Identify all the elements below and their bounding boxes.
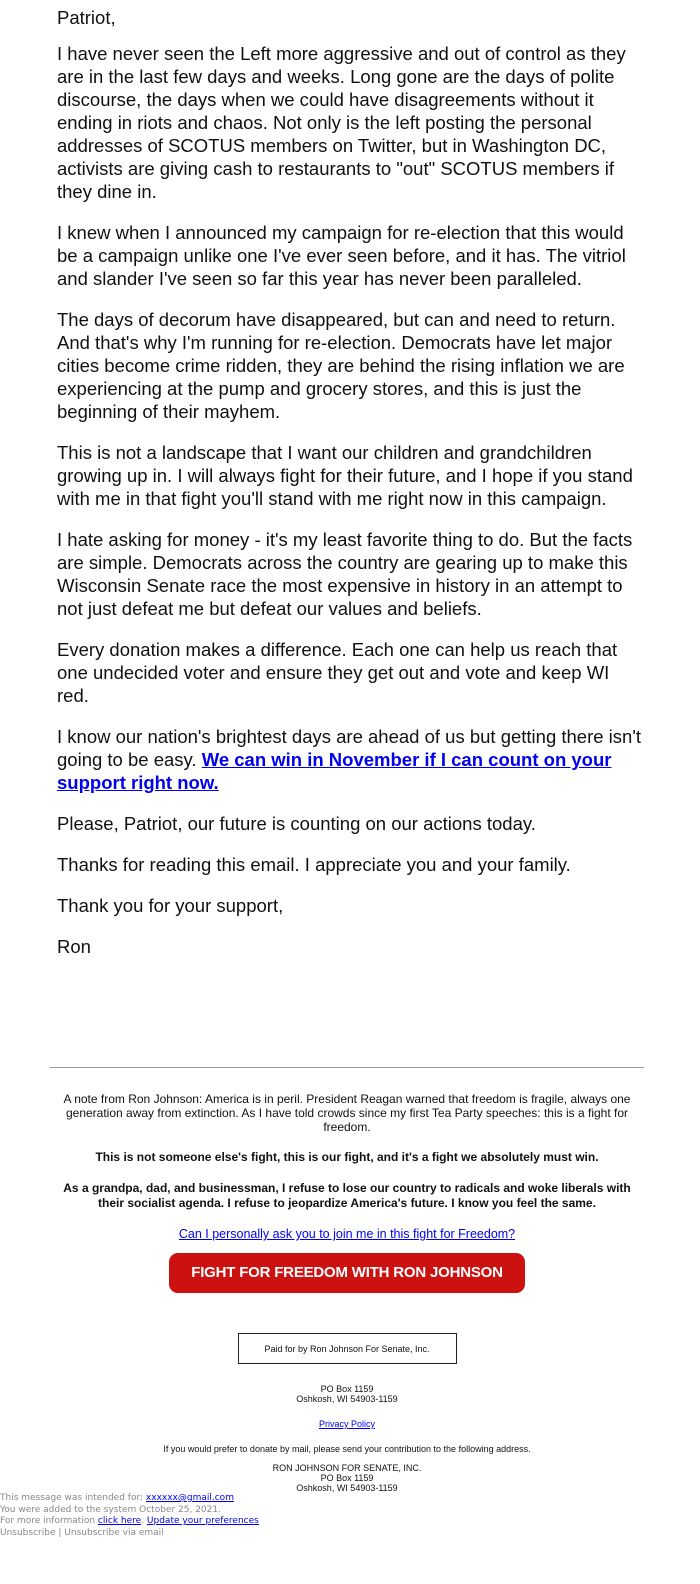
grandpa-statement: As a grandpa, dad, and businessman, I refuse to lose our country to radicals and woke liberals with their socialist agenda. I refuse to jeopardize America's future. I know you feel the same. [63,1181,631,1210]
unsubscribe-line [0,1528,700,1540]
mailing-address [50,1384,644,1404]
paragraph-8: Please, Patriot, our future is counting on our actions today. [57,813,536,834]
po-box: PO Box 1159 [320,1384,374,1394]
ask-line [50,1227,644,1241]
mail-donation-note: If you would prefer to donate by mail, please send your contribution to the following address. [163,1444,531,1454]
paragraph-5: I hate asking for money - it's my least favorite thing to do. But the facts are simple. Democrats across the country are gearing up to make this Wisconsin Senate race the most expensive in history in an attempt to not just defeat me but defeat our values and beliefs. [57,529,633,619]
unsubscribe-link[interactable]: Unsubscribe [0,1527,56,1538]
paragraph-6: Every donation makes a difference. Each one can help us reach that one undecided voter and ensure they get out and vote and keep WI red. [57,639,618,706]
city-line-2: Oshkosh, WI 54903-1159 [296,1483,398,1493]
recipient-email-link[interactable]: xxxxxx@gmail.com [145,1493,234,1503]
intended-line [0,1493,700,1505]
added-line: You were added to the system October 25, 2021. [0,1504,221,1515]
intended-label: This message was intended for: [0,1493,144,1503]
po-box-2: PO Box 1159 [320,1473,374,1483]
support-link[interactable]: We can win in November if I can count on your support right now. [57,749,612,793]
email-meta [0,1493,700,1539]
fight-for-freedom-button[interactable]: FIGHT FOR FREEDOM WITH RON JOHNSON >> [169,1253,525,1293]
donation-address [50,1463,644,1493]
paragraph-2: I knew when I announced my campaign for re-election that this would be a campaign unlike one I've ever seen before, and it has. The vitriol and slander I've seen so far this year has never been paralleled. [57,222,626,289]
org-name: RON JOHNSON FOR SENATE, INC. [272,1463,422,1473]
paragraph-7-text: I know our nation's brightest days are ahead of us but getting there isn't going to be easy. [57,726,642,770]
separator: | [58,1527,62,1538]
footer [50,1092,644,1493]
privacy-policy-link[interactable]: Privacy Policy [318,1419,375,1429]
paragraph-4: This is not a landscape that I want our children and grandchildren growing up in. I will always fight for their future, and I hope if you stand with me in that fight you'll stand with me right now in this campaign. [57,442,633,509]
ron-johnson-note: A note from Ron Johnson: America is in peril. President Reagan warned that freedom is fragile, always one generation away from extinction. As I have told crowds since my first Tea Party speeches: this is a fight for freedom. [63,1092,631,1134]
city-line: Oshkosh, WI 54903-1159 [296,1394,398,1404]
fight-statement: This is not someone else's fight, this is our fight, and it's a fight we absolutely must win. [95,1150,599,1164]
footer-divider [50,1067,644,1068]
update-preferences-link[interactable]: Update your preferences [146,1516,259,1526]
privacy-line [50,1419,644,1429]
info-line: For more information click here. Update your preferences [0,1516,259,1526]
info-label: For more information [0,1516,96,1526]
paragraph-3: The days of decorum have disappeared, but can and need to return. And that's why I'm running for re-election. Democrats have let major cities become crime ridden, they are behind the rising inflation we are experiencing at the pump and grocery stores, and this is just the beginning of their mayhem. [57,309,625,422]
signature: Ron [57,936,91,957]
join-fight-link[interactable]: Can I personally ask you to join me in this fight for Freedom? [178,1227,516,1241]
click-here-link[interactable]: click here [97,1516,142,1526]
paragraph-7 [57,725,642,794]
paid-for-box: Paid for by Ron Johnson For Senate, Inc. [238,1333,457,1364]
greeting: Patriot, [57,7,116,28]
closing: Thank you for your support, [57,895,284,916]
letter-body [57,6,642,976]
paragraph-9: Thanks for reading this email. I appreciate you and your family. [57,854,571,875]
paragraph-1: I have never seen the Left more aggressive and out of control as they are in the last few days and weeks. Long gone are the days of polite discourse, the days when we could have disagreements without it ending in riots and chaos. Not only is the left posting the personal addresses of SCOTUS members on Twitter, but in Washington DC, activists are giving cash to restaurants to "out" SCOTUS members if they dine in. [57,43,626,202]
unsubscribe-email-link[interactable]: Unsubscribe via email [64,1527,164,1538]
